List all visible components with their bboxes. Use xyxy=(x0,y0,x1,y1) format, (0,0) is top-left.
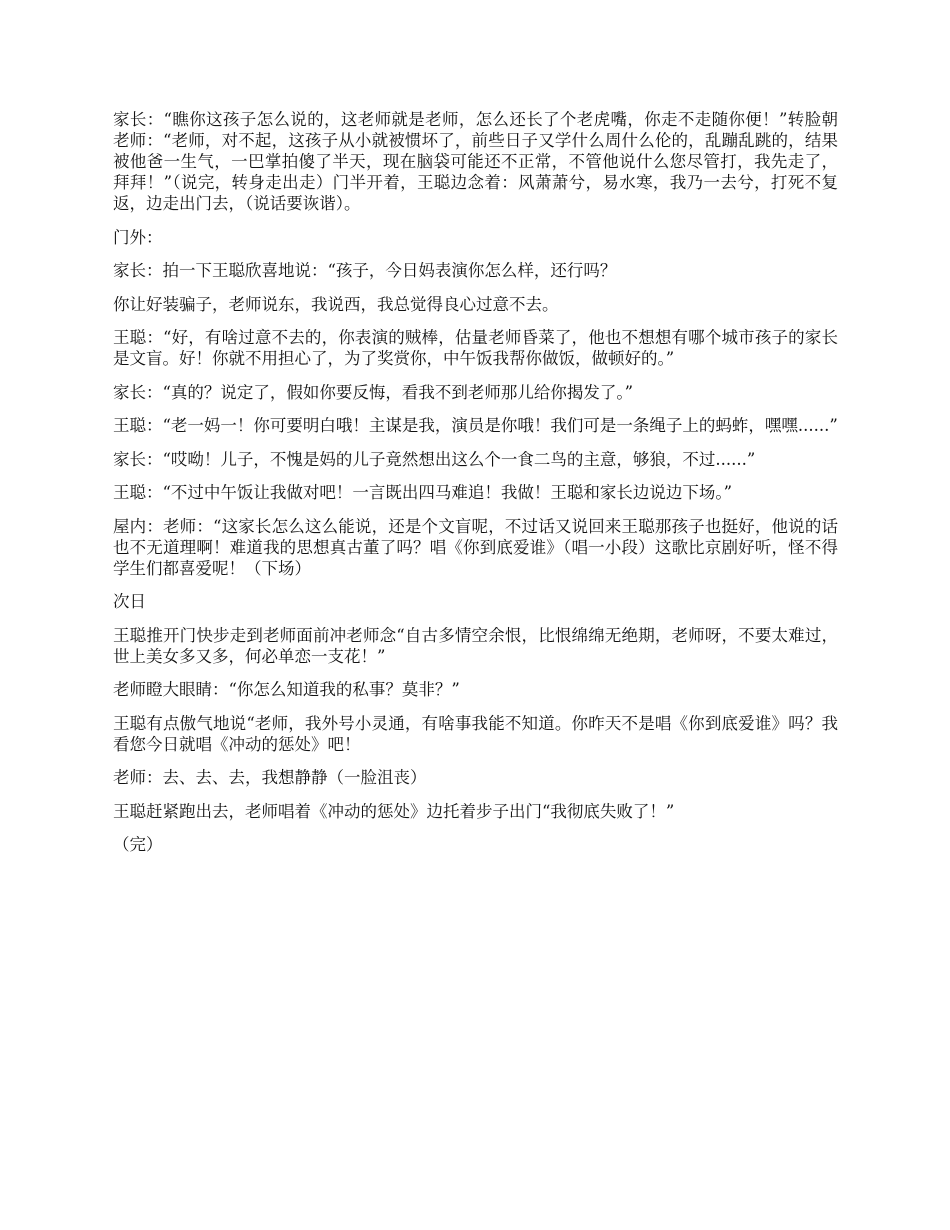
paragraph-parent-speech: 家长：“瞧你这孩子怎么说的，这老师就是老师，怎么还长了个老虎嘴，你走不走随你便！”转脸朝老师：“老师，对不起，这孩子从小就被惯坏了，前些日子又学什么周什么伦的，乱蹦乱跳的，结果被他爸一生气，一巴掌拍傻了半天，现在脑袋可能还不正常，不管他说什么您尽管打，我先走了，拜拜！”（说完，转身走出走）门半开着，王聪边念着：风萧萧兮，易水寒，我乃一去兮，打死不复返，边走出门去，（说话要诙谐）。 xyxy=(113,110,838,213)
paragraph-scene-indoor-teacher: 屋内：老师：“这家长怎么这么能说，还是个文盲呢，不过话又说回来王聪那孩子也挺好，他说的话也不无道理啊！难道我的思想真古董了吗？唱《你到底爱谁》（唱一小段）这歌比京剧好听，怪不得学生们都喜爱呢！（下场） xyxy=(113,516,838,578)
document-body xyxy=(113,109,838,868)
paragraph-parent-praise: 家长：“哎呦！儿子，不愧是妈的儿子竟然想出这么个一食二鸟的主意，够狼，不过......” xyxy=(113,449,756,469)
paragraph-the-end: （完） xyxy=(113,835,163,854)
paragraph-wangcong-lunch: 王聪：“不过中午饭让我做对吧！一言既出四马难追！我做！王聪和家长边说边下场。” xyxy=(113,483,733,502)
paragraph-wangcong-poem: 王聪推开门快步走到老师面前冲老师念“自古多情空余恨，比恨绵绵无绝期，老师呀，不要太难过，世上美女多又多，何必单恋一支花！” xyxy=(113,625,838,666)
paragraph-ending-exit: 王聪赶紧跑出去，老师唱着《冲动的惩处》边托着步子出门“我彻底失败了！” xyxy=(113,801,675,821)
paragraph-wangcong-grasshopper: 王聪：“老一妈一！你可要明白哦！主谋是我，演员是你哦！我们可是一条绳子上的蚂蚱，嘿嘿......” xyxy=(113,416,838,435)
paragraph-parent-asks: 家长：拍一下王聪欣喜地说：“孩子，今日妈表演你怎么样，还行吗？ xyxy=(113,261,617,280)
paragraph-next-day: 次日 xyxy=(113,592,146,611)
paragraph-parent-deal: 家长：“真的？说定了，假如你要反悔，看我不到老师那儿给你揭发了。” xyxy=(113,382,634,402)
paragraph-conscience: 你让好装骗子，老师说东，我说西，我总觉得良心过意不去。 xyxy=(113,294,559,314)
paragraph-teacher-surprised: 老师瞪大眼睛：“你怎么知道我的私事？莫非？” xyxy=(113,680,460,699)
paragraph-teacher-dejected: 老师：去、去、去，我想静静（一脸沮丧） xyxy=(113,768,427,787)
paragraph-wangcong-proud: 王聪有点傲气地说“老师，我外号小灵通，有啥事我能不知道。你昨天不是唱《你到底爱谁》吗？我看您今日就唱《冲动的惩处》吧！ xyxy=(113,713,838,754)
paragraph-scene-outside: 门外： xyxy=(113,227,163,247)
paragraph-wangcong-reply: 王聪：“好，有啥过意不去的，你表演的贼棒，估量老师昏菜了，他也不想想有哪个城市孩子的家长是文盲。好！你就不用担心了，为了奖赏你，中午饭我帮你做饭，做顿好的。” xyxy=(113,328,838,368)
